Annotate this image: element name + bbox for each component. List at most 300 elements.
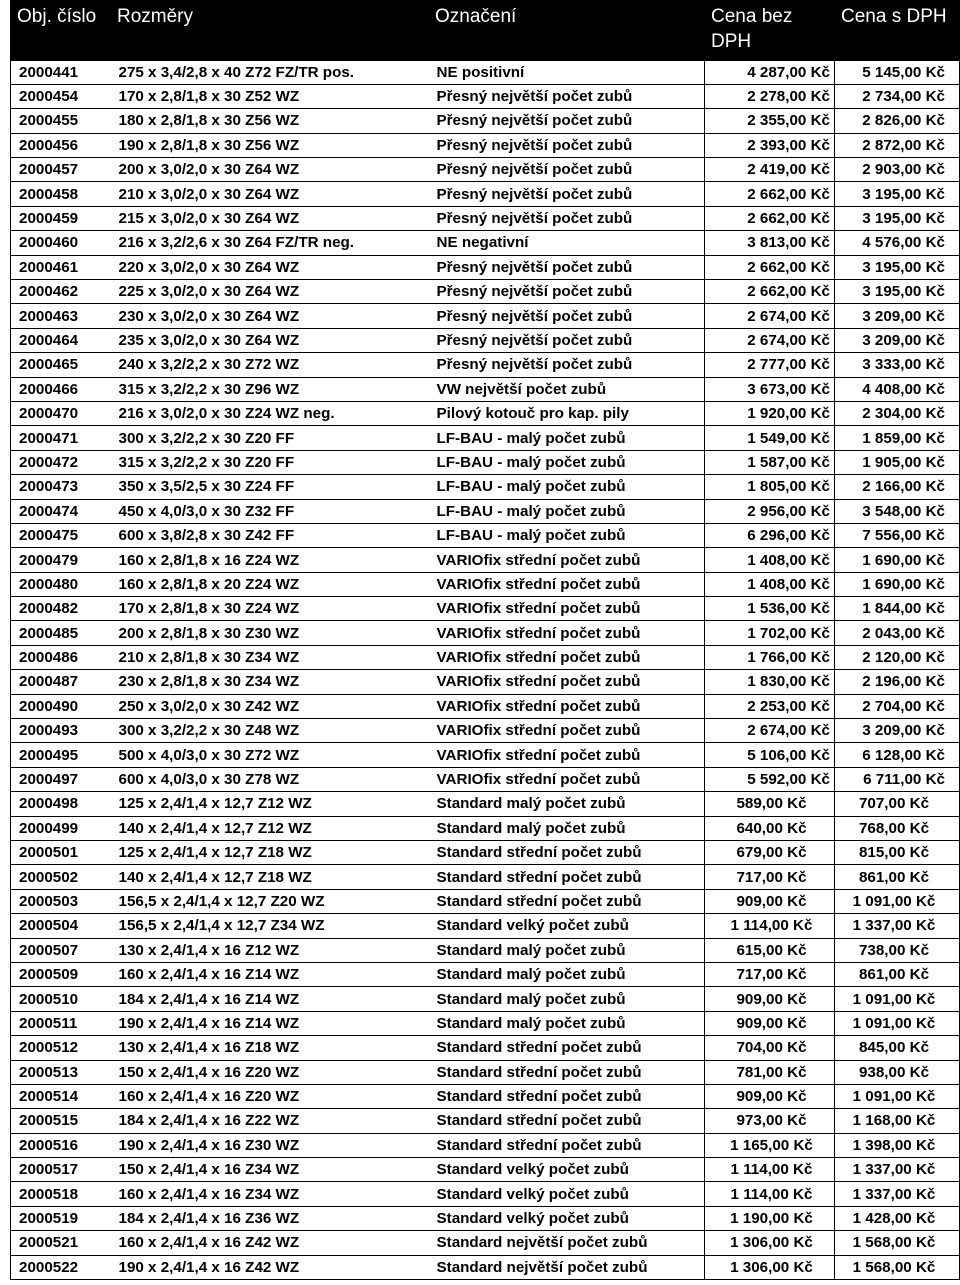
cell-price-with-vat: 1 091,00 Kč bbox=[835, 1084, 960, 1108]
cell-dimensions: 190 x 2,4/1,4 x 16 Z30 WZ bbox=[111, 1133, 429, 1157]
cell-price-without-vat: 1 306,00 Kč bbox=[705, 1231, 835, 1255]
cell-designation: LF-BAU - malý počet zubů bbox=[429, 475, 705, 499]
cell-dimensions: 125 x 2,4/1,4 x 12,7 Z12 WZ bbox=[111, 792, 429, 816]
cell-price-without-vat: 1 920,00 Kč bbox=[705, 401, 835, 425]
table-row bbox=[11, 353, 960, 377]
cell-dimensions: 300 x 3,2/2,2 x 30 Z48 WZ bbox=[111, 719, 429, 743]
cell-price-with-vat: 1 844,00 Kč bbox=[835, 597, 960, 621]
cell-dimensions: 235 x 3,0/2,0 x 30 Z64 WZ bbox=[111, 328, 429, 352]
cell-dimensions: 170 x 2,8/1,8 x 30 Z52 WZ bbox=[111, 84, 429, 108]
table-row bbox=[11, 987, 960, 1011]
cell-dimensions: 130 x 2,4/1,4 x 16 Z12 WZ bbox=[111, 938, 429, 962]
table-row bbox=[11, 499, 960, 523]
cell-order-number: 2000519 bbox=[11, 1206, 111, 1230]
header-price-with-vat: Cena s DPH bbox=[835, 0, 960, 60]
cell-order-number: 2000455 bbox=[11, 109, 111, 133]
cell-price-with-vat: 1 168,00 Kč bbox=[835, 1109, 960, 1133]
cell-order-number: 2000458 bbox=[11, 182, 111, 206]
cell-designation: Standard střední počet zubů bbox=[429, 1036, 705, 1060]
cell-designation: Standard velký počet zubů bbox=[429, 914, 705, 938]
cell-designation: LF-BAU - malý počet zubů bbox=[429, 523, 705, 547]
cell-price-without-vat: 1 549,00 Kč bbox=[705, 426, 835, 450]
cell-designation: Standard střední počet zubů bbox=[429, 1084, 705, 1108]
cell-price-with-vat: 1 091,00 Kč bbox=[835, 1011, 960, 1035]
cell-designation: Přesný největší počet zubů bbox=[429, 328, 705, 352]
table-row bbox=[11, 841, 960, 865]
cell-price-without-vat: 2 253,00 Kč bbox=[705, 694, 835, 718]
cell-dimensions: 220 x 3,0/2,0 x 30 Z64 WZ bbox=[111, 255, 429, 279]
table-row bbox=[11, 914, 960, 938]
cell-designation: Standard střední počet zubů bbox=[429, 1133, 705, 1157]
cell-designation: Standard velký počet zubů bbox=[429, 1158, 705, 1182]
cell-price-without-vat: 2 674,00 Kč bbox=[705, 304, 835, 328]
cell-dimensions: 315 x 3,2/2,2 x 30 Z96 WZ bbox=[111, 377, 429, 401]
cell-price-with-vat: 3 195,00 Kč bbox=[835, 255, 960, 279]
cell-dimensions: 210 x 3,0/2,0 x 30 Z64 WZ bbox=[111, 182, 429, 206]
header-order-number: Obj. číslo bbox=[11, 0, 111, 60]
header-row bbox=[11, 0, 960, 60]
cell-designation: VARIOfix střední počet zubů bbox=[429, 767, 705, 791]
cell-designation: Standard malý počet zubů bbox=[429, 987, 705, 1011]
cell-price-with-vat: 2 903,00 Kč bbox=[835, 158, 960, 182]
cell-dimensions: 190 x 2,4/1,4 x 16 Z42 WZ bbox=[111, 1255, 429, 1279]
table-row bbox=[11, 231, 960, 255]
table-row bbox=[11, 597, 960, 621]
cell-order-number: 2000517 bbox=[11, 1158, 111, 1182]
cell-dimensions: 130 x 2,4/1,4 x 16 Z18 WZ bbox=[111, 1036, 429, 1060]
cell-dimensions: 160 x 2,8/1,8 x 20 Z24 WZ bbox=[111, 572, 429, 596]
cell-designation: VARIOfix střední počet zubů bbox=[429, 645, 705, 669]
table-row bbox=[11, 523, 960, 547]
table-header bbox=[11, 0, 960, 60]
cell-price-without-vat: 1 114,00 Kč bbox=[705, 914, 835, 938]
cell-designation: Standard střední počet zubů bbox=[429, 865, 705, 889]
cell-dimensions: 170 x 2,8/1,8 x 30 Z24 WZ bbox=[111, 597, 429, 621]
cell-price-with-vat: 2 166,00 Kč bbox=[835, 475, 960, 499]
cell-price-with-vat: 1 337,00 Kč bbox=[835, 1182, 960, 1206]
table-row bbox=[11, 865, 960, 889]
cell-order-number: 2000459 bbox=[11, 206, 111, 230]
cell-order-number: 2000518 bbox=[11, 1182, 111, 1206]
table-row bbox=[11, 60, 960, 84]
cell-order-number: 2000479 bbox=[11, 548, 111, 572]
cell-price-with-vat: 1 568,00 Kč bbox=[835, 1231, 960, 1255]
table-row bbox=[11, 889, 960, 913]
cell-price-without-vat: 679,00 Kč bbox=[705, 841, 835, 865]
cell-order-number: 2000503 bbox=[11, 889, 111, 913]
cell-order-number: 2000457 bbox=[11, 158, 111, 182]
table-row bbox=[11, 694, 960, 718]
cell-price-with-vat: 2 304,00 Kč bbox=[835, 401, 960, 425]
cell-price-with-vat: 3 195,00 Kč bbox=[835, 206, 960, 230]
cell-price-without-vat: 704,00 Kč bbox=[705, 1036, 835, 1060]
cell-order-number: 2000497 bbox=[11, 767, 111, 791]
cell-order-number: 2000463 bbox=[11, 304, 111, 328]
table-row bbox=[11, 84, 960, 108]
cell-order-number: 2000495 bbox=[11, 743, 111, 767]
table-row bbox=[11, 255, 960, 279]
cell-dimensions: 125 x 2,4/1,4 x 12,7 Z18 WZ bbox=[111, 841, 429, 865]
cell-designation: Standard malý počet zubů bbox=[429, 938, 705, 962]
cell-dimensions: 300 x 3,2/2,2 x 30 Z20 FF bbox=[111, 426, 429, 450]
cell-price-with-vat: 6 128,00 Kč bbox=[835, 743, 960, 767]
cell-price-with-vat: 861,00 Kč bbox=[835, 865, 960, 889]
cell-price-with-vat: 2 704,00 Kč bbox=[835, 694, 960, 718]
cell-designation: Přesný největší počet zubů bbox=[429, 158, 705, 182]
cell-designation: VW největší počet zubů bbox=[429, 377, 705, 401]
table-row bbox=[11, 572, 960, 596]
cell-designation: VARIOfix střední počet zubů bbox=[429, 572, 705, 596]
cell-designation: Standard malý počet zubů bbox=[429, 962, 705, 986]
table-row bbox=[11, 962, 960, 986]
cell-order-number: 2000461 bbox=[11, 255, 111, 279]
cell-order-number: 2000513 bbox=[11, 1060, 111, 1084]
cell-price-without-vat: 2 662,00 Kč bbox=[705, 255, 835, 279]
cell-order-number: 2000521 bbox=[11, 1231, 111, 1255]
cell-price-with-vat: 1 905,00 Kč bbox=[835, 450, 960, 474]
cell-order-number: 2000509 bbox=[11, 962, 111, 986]
cell-order-number: 2000510 bbox=[11, 987, 111, 1011]
cell-designation: NE positivní bbox=[429, 60, 705, 84]
cell-price-without-vat: 2 419,00 Kč bbox=[705, 158, 835, 182]
cell-price-with-vat: 1 398,00 Kč bbox=[835, 1133, 960, 1157]
table-row bbox=[11, 450, 960, 474]
cell-dimensions: 160 x 2,4/1,4 x 16 Z42 WZ bbox=[111, 1231, 429, 1255]
cell-price-with-vat: 1 859,00 Kč bbox=[835, 426, 960, 450]
cell-designation: VARIOfix střední počet zubů bbox=[429, 670, 705, 694]
cell-price-with-vat: 1 690,00 Kč bbox=[835, 572, 960, 596]
cell-price-without-vat: 2 278,00 Kč bbox=[705, 84, 835, 108]
cell-order-number: 2000482 bbox=[11, 597, 111, 621]
cell-dimensions: 200 x 2,8/1,8 x 30 Z30 WZ bbox=[111, 621, 429, 645]
table-row bbox=[11, 1060, 960, 1084]
cell-price-without-vat: 640,00 Kč bbox=[705, 816, 835, 840]
cell-designation: Přesný největší počet zubů bbox=[429, 280, 705, 304]
table-body bbox=[11, 60, 960, 1280]
cell-price-without-vat: 5 592,00 Kč bbox=[705, 767, 835, 791]
cell-price-without-vat: 3 813,00 Kč bbox=[705, 231, 835, 255]
cell-dimensions: 500 x 4,0/3,0 x 30 Z72 WZ bbox=[111, 743, 429, 767]
cell-order-number: 2000493 bbox=[11, 719, 111, 743]
cell-order-number: 2000504 bbox=[11, 914, 111, 938]
cell-price-without-vat: 4 287,00 Kč bbox=[705, 60, 835, 84]
cell-price-without-vat: 2 662,00 Kč bbox=[705, 280, 835, 304]
cell-price-with-vat: 1 337,00 Kč bbox=[835, 914, 960, 938]
cell-order-number: 2000441 bbox=[11, 60, 111, 84]
table-row bbox=[11, 1133, 960, 1157]
table-row bbox=[11, 719, 960, 743]
cell-price-with-vat: 815,00 Kč bbox=[835, 841, 960, 865]
cell-price-with-vat: 845,00 Kč bbox=[835, 1036, 960, 1060]
cell-order-number: 2000507 bbox=[11, 938, 111, 962]
cell-order-number: 2000456 bbox=[11, 133, 111, 157]
cell-price-without-vat: 1 165,00 Kč bbox=[705, 1133, 835, 1157]
cell-dimensions: 184 x 2,4/1,4 x 16 Z36 WZ bbox=[111, 1206, 429, 1230]
cell-price-without-vat: 2 674,00 Kč bbox=[705, 328, 835, 352]
cell-order-number: 2000480 bbox=[11, 572, 111, 596]
cell-order-number: 2000465 bbox=[11, 353, 111, 377]
cell-order-number: 2000464 bbox=[11, 328, 111, 352]
cell-dimensions: 450 x 4,0/3,0 x 30 Z32 FF bbox=[111, 499, 429, 523]
table-row bbox=[11, 1158, 960, 1182]
cell-price-without-vat: 1 830,00 Kč bbox=[705, 670, 835, 694]
cell-price-without-vat: 5 106,00 Kč bbox=[705, 743, 835, 767]
cell-price-with-vat: 5 145,00 Kč bbox=[835, 60, 960, 84]
cell-dimensions: 240 x 3,2/2,2 x 30 Z72 WZ bbox=[111, 353, 429, 377]
table-row bbox=[11, 1231, 960, 1255]
table-row bbox=[11, 401, 960, 425]
cell-designation: Standard střední počet zubů bbox=[429, 1060, 705, 1084]
cell-price-without-vat: 615,00 Kč bbox=[705, 938, 835, 962]
table-row bbox=[11, 133, 960, 157]
cell-price-without-vat: 973,00 Kč bbox=[705, 1109, 835, 1133]
cell-price-with-vat: 6 711,00 Kč bbox=[835, 767, 960, 791]
cell-price-with-vat: 1 690,00 Kč bbox=[835, 548, 960, 572]
cell-designation: VARIOfix střední počet zubů bbox=[429, 694, 705, 718]
cell-dimensions: 156,5 x 2,4/1,4 x 12,7 Z20 WZ bbox=[111, 889, 429, 913]
table-row bbox=[11, 792, 960, 816]
cell-price-without-vat: 1 408,00 Kč bbox=[705, 548, 835, 572]
cell-designation: VARIOfix střední počet zubů bbox=[429, 597, 705, 621]
cell-price-without-vat: 3 673,00 Kč bbox=[705, 377, 835, 401]
cell-order-number: 2000498 bbox=[11, 792, 111, 816]
cell-dimensions: 190 x 2,8/1,8 x 30 Z56 WZ bbox=[111, 133, 429, 157]
cell-price-with-vat: 3 209,00 Kč bbox=[835, 304, 960, 328]
cell-order-number: 2000515 bbox=[11, 1109, 111, 1133]
table-row bbox=[11, 938, 960, 962]
table-row bbox=[11, 475, 960, 499]
cell-designation: Přesný největší počet zubů bbox=[429, 353, 705, 377]
cell-price-with-vat: 4 576,00 Kč bbox=[835, 231, 960, 255]
table-row bbox=[11, 1036, 960, 1060]
table-row bbox=[11, 1206, 960, 1230]
cell-price-with-vat: 2 872,00 Kč bbox=[835, 133, 960, 157]
cell-price-with-vat: 2 826,00 Kč bbox=[835, 109, 960, 133]
cell-order-number: 2000472 bbox=[11, 450, 111, 474]
cell-price-with-vat: 1 568,00 Kč bbox=[835, 1255, 960, 1279]
table-row bbox=[11, 377, 960, 401]
cell-price-with-vat: 938,00 Kč bbox=[835, 1060, 960, 1084]
table-row bbox=[11, 1182, 960, 1206]
cell-designation: Standard malý počet zubů bbox=[429, 792, 705, 816]
cell-price-with-vat: 3 333,00 Kč bbox=[835, 353, 960, 377]
cell-price-with-vat: 707,00 Kč bbox=[835, 792, 960, 816]
cell-designation: Standard střední počet zubů bbox=[429, 841, 705, 865]
cell-dimensions: 600 x 3,8/2,8 x 30 Z42 FF bbox=[111, 523, 429, 547]
table-row bbox=[11, 621, 960, 645]
table-row bbox=[11, 109, 960, 133]
cell-designation: Přesný největší počet zubů bbox=[429, 182, 705, 206]
cell-price-with-vat: 7 556,00 Kč bbox=[835, 523, 960, 547]
table-row bbox=[11, 182, 960, 206]
table-row bbox=[11, 645, 960, 669]
cell-price-without-vat: 1 805,00 Kč bbox=[705, 475, 835, 499]
cell-dimensions: 140 x 2,4/1,4 x 12,7 Z12 WZ bbox=[111, 816, 429, 840]
cell-order-number: 2000462 bbox=[11, 280, 111, 304]
cell-designation: Standard malý počet zubů bbox=[429, 816, 705, 840]
cell-order-number: 2000522 bbox=[11, 1255, 111, 1279]
table-row bbox=[11, 767, 960, 791]
cell-dimensions: 216 x 3,2/2,6 x 30 Z64 FZ/TR neg. bbox=[111, 231, 429, 255]
cell-designation: Přesný největší počet zubů bbox=[429, 304, 705, 328]
cell-dimensions: 160 x 2,4/1,4 x 16 Z14 WZ bbox=[111, 962, 429, 986]
cell-order-number: 2000460 bbox=[11, 231, 111, 255]
cell-designation: LF-BAU - malý počet zubů bbox=[429, 426, 705, 450]
cell-price-with-vat: 2 120,00 Kč bbox=[835, 645, 960, 669]
cell-order-number: 2000502 bbox=[11, 865, 111, 889]
table-row bbox=[11, 1084, 960, 1108]
cell-order-number: 2000474 bbox=[11, 499, 111, 523]
cell-designation: Standard střední počet zubů bbox=[429, 1109, 705, 1133]
table-row bbox=[11, 670, 960, 694]
cell-price-without-vat: 909,00 Kč bbox=[705, 1011, 835, 1035]
cell-order-number: 2000512 bbox=[11, 1036, 111, 1060]
cell-order-number: 2000511 bbox=[11, 1011, 111, 1035]
cell-dimensions: 160 x 2,8/1,8 x 16 Z24 WZ bbox=[111, 548, 429, 572]
cell-price-with-vat: 1 428,00 Kč bbox=[835, 1206, 960, 1230]
cell-price-with-vat: 738,00 Kč bbox=[835, 938, 960, 962]
cell-price-without-vat: 781,00 Kč bbox=[705, 1060, 835, 1084]
cell-dimensions: 216 x 3,0/2,0 x 30 Z24 WZ neg. bbox=[111, 401, 429, 425]
cell-price-with-vat: 768,00 Kč bbox=[835, 816, 960, 840]
cell-dimensions: 215 x 3,0/2,0 x 30 Z64 WZ bbox=[111, 206, 429, 230]
cell-price-with-vat: 861,00 Kč bbox=[835, 962, 960, 986]
cell-order-number: 2000475 bbox=[11, 523, 111, 547]
cell-dimensions: 230 x 3,0/2,0 x 30 Z64 WZ bbox=[111, 304, 429, 328]
cell-price-without-vat: 1 114,00 Kč bbox=[705, 1182, 835, 1206]
cell-price-without-vat: 717,00 Kč bbox=[705, 962, 835, 986]
cell-price-without-vat: 2 777,00 Kč bbox=[705, 353, 835, 377]
cell-order-number: 2000454 bbox=[11, 84, 111, 108]
cell-order-number: 2000487 bbox=[11, 670, 111, 694]
cell-dimensions: 250 x 3,0/2,0 x 30 Z42 WZ bbox=[111, 694, 429, 718]
cell-dimensions: 160 x 2,4/1,4 x 16 Z20 WZ bbox=[111, 1084, 429, 1108]
cell-order-number: 2000485 bbox=[11, 621, 111, 645]
cell-price-without-vat: 6 296,00 Kč bbox=[705, 523, 835, 547]
cell-price-without-vat: 1 306,00 Kč bbox=[705, 1255, 835, 1279]
cell-dimensions: 350 x 3,5/2,5 x 30 Z24 FF bbox=[111, 475, 429, 499]
cell-designation: VARIOfix střední počet zubů bbox=[429, 719, 705, 743]
cell-price-without-vat: 1 766,00 Kč bbox=[705, 645, 835, 669]
cell-price-without-vat: 2 674,00 Kč bbox=[705, 719, 835, 743]
table-row bbox=[11, 816, 960, 840]
cell-designation: Pilový kotouč pro kap. pily bbox=[429, 401, 705, 425]
cell-designation: LF-BAU - malý počet zubů bbox=[429, 450, 705, 474]
cell-designation: Přesný největší počet zubů bbox=[429, 84, 705, 108]
table-row bbox=[11, 426, 960, 450]
cell-price-without-vat: 909,00 Kč bbox=[705, 987, 835, 1011]
cell-price-without-vat: 717,00 Kč bbox=[705, 865, 835, 889]
cell-price-without-vat: 1 587,00 Kč bbox=[705, 450, 835, 474]
cell-price-without-vat: 1 536,00 Kč bbox=[705, 597, 835, 621]
cell-order-number: 2000499 bbox=[11, 816, 111, 840]
cell-order-number: 2000473 bbox=[11, 475, 111, 499]
table-row bbox=[11, 1011, 960, 1035]
cell-order-number: 2000470 bbox=[11, 401, 111, 425]
header-designation: Označení bbox=[429, 0, 705, 60]
cell-price-with-vat: 3 209,00 Kč bbox=[835, 719, 960, 743]
cell-order-number: 2000514 bbox=[11, 1084, 111, 1108]
cell-designation: Standard největší počet zubů bbox=[429, 1231, 705, 1255]
cell-price-without-vat: 589,00 Kč bbox=[705, 792, 835, 816]
table-row bbox=[11, 328, 960, 352]
table-row bbox=[11, 206, 960, 230]
table-row bbox=[11, 304, 960, 328]
cell-dimensions: 200 x 3,0/2,0 x 30 Z64 WZ bbox=[111, 158, 429, 182]
cell-price-without-vat: 1 190,00 Kč bbox=[705, 1206, 835, 1230]
price-table bbox=[10, 0, 960, 1280]
cell-dimensions: 230 x 2,8/1,8 x 30 Z34 WZ bbox=[111, 670, 429, 694]
cell-price-without-vat: 1 702,00 Kč bbox=[705, 621, 835, 645]
table-row bbox=[11, 1255, 960, 1279]
cell-designation: Standard velký počet zubů bbox=[429, 1182, 705, 1206]
cell-designation: NE negativní bbox=[429, 231, 705, 255]
cell-price-without-vat: 2 393,00 Kč bbox=[705, 133, 835, 157]
cell-price-with-vat: 2 196,00 Kč bbox=[835, 670, 960, 694]
cell-dimensions: 140 x 2,4/1,4 x 12,7 Z18 WZ bbox=[111, 865, 429, 889]
cell-dimensions: 184 x 2,4/1,4 x 16 Z22 WZ bbox=[111, 1109, 429, 1133]
cell-order-number: 2000516 bbox=[11, 1133, 111, 1157]
cell-price-with-vat: 1 091,00 Kč bbox=[835, 987, 960, 1011]
cell-price-with-vat: 3 209,00 Kč bbox=[835, 328, 960, 352]
cell-designation: Přesný největší počet zubů bbox=[429, 133, 705, 157]
cell-designation: VARIOfix střední počet zubů bbox=[429, 548, 705, 572]
cell-designation: LF-BAU - malý počet zubů bbox=[429, 499, 705, 523]
cell-designation: Standard největší počet zubů bbox=[429, 1255, 705, 1279]
table-row bbox=[11, 743, 960, 767]
cell-designation: VARIOfix střední počet zubů bbox=[429, 621, 705, 645]
cell-order-number: 2000466 bbox=[11, 377, 111, 401]
cell-price-with-vat: 3 195,00 Kč bbox=[835, 182, 960, 206]
cell-price-without-vat: 1 114,00 Kč bbox=[705, 1158, 835, 1182]
cell-dimensions: 600 x 4,0/3,0 x 30 Z78 WZ bbox=[111, 767, 429, 791]
cell-designation: VARIOfix střední počet zubů bbox=[429, 743, 705, 767]
cell-dimensions: 160 x 2,4/1,4 x 16 Z34 WZ bbox=[111, 1182, 429, 1206]
table-row bbox=[11, 158, 960, 182]
cell-dimensions: 184 x 2,4/1,4 x 16 Z14 WZ bbox=[111, 987, 429, 1011]
cell-dimensions: 210 x 2,8/1,8 x 30 Z34 WZ bbox=[111, 645, 429, 669]
cell-order-number: 2000501 bbox=[11, 841, 111, 865]
cell-price-without-vat: 2 662,00 Kč bbox=[705, 206, 835, 230]
cell-dimensions: 180 x 2,8/1,8 x 30 Z56 WZ bbox=[111, 109, 429, 133]
cell-order-number: 2000471 bbox=[11, 426, 111, 450]
cell-price-without-vat: 1 408,00 Kč bbox=[705, 572, 835, 596]
cell-dimensions: 150 x 2,4/1,4 x 16 Z20 WZ bbox=[111, 1060, 429, 1084]
cell-designation: Přesný největší počet zubů bbox=[429, 255, 705, 279]
cell-designation: Standard malý počet zubů bbox=[429, 1011, 705, 1035]
cell-price-without-vat: 2 956,00 Kč bbox=[705, 499, 835, 523]
cell-price-with-vat: 3 195,00 Kč bbox=[835, 280, 960, 304]
cell-price-without-vat: 909,00 Kč bbox=[705, 1084, 835, 1108]
cell-price-without-vat: 2 662,00 Kč bbox=[705, 182, 835, 206]
cell-dimensions: 190 x 2,4/1,4 x 16 Z14 WZ bbox=[111, 1011, 429, 1035]
cell-designation: Přesný největší počet zubů bbox=[429, 109, 705, 133]
cell-dimensions: 156,5 x 2,4/1,4 x 12,7 Z34 WZ bbox=[111, 914, 429, 938]
cell-price-with-vat: 2 043,00 Kč bbox=[835, 621, 960, 645]
cell-price-without-vat: 2 355,00 Kč bbox=[705, 109, 835, 133]
cell-price-with-vat: 1 091,00 Kč bbox=[835, 889, 960, 913]
cell-price-without-vat: 909,00 Kč bbox=[705, 889, 835, 913]
cell-designation: Standard velký počet zubů bbox=[429, 1206, 705, 1230]
header-dimensions: Rozměry bbox=[111, 0, 429, 60]
table-row bbox=[11, 280, 960, 304]
cell-order-number: 2000486 bbox=[11, 645, 111, 669]
cell-dimensions: 275 x 3,4/2,8 x 40 Z72 FZ/TR pos. bbox=[111, 60, 429, 84]
header-price-without-vat: Cena bez DPH bbox=[705, 0, 835, 60]
cell-price-with-vat: 1 337,00 Kč bbox=[835, 1158, 960, 1182]
cell-price-with-vat: 4 408,00 Kč bbox=[835, 377, 960, 401]
cell-dimensions: 150 x 2,4/1,4 x 16 Z34 WZ bbox=[111, 1158, 429, 1182]
